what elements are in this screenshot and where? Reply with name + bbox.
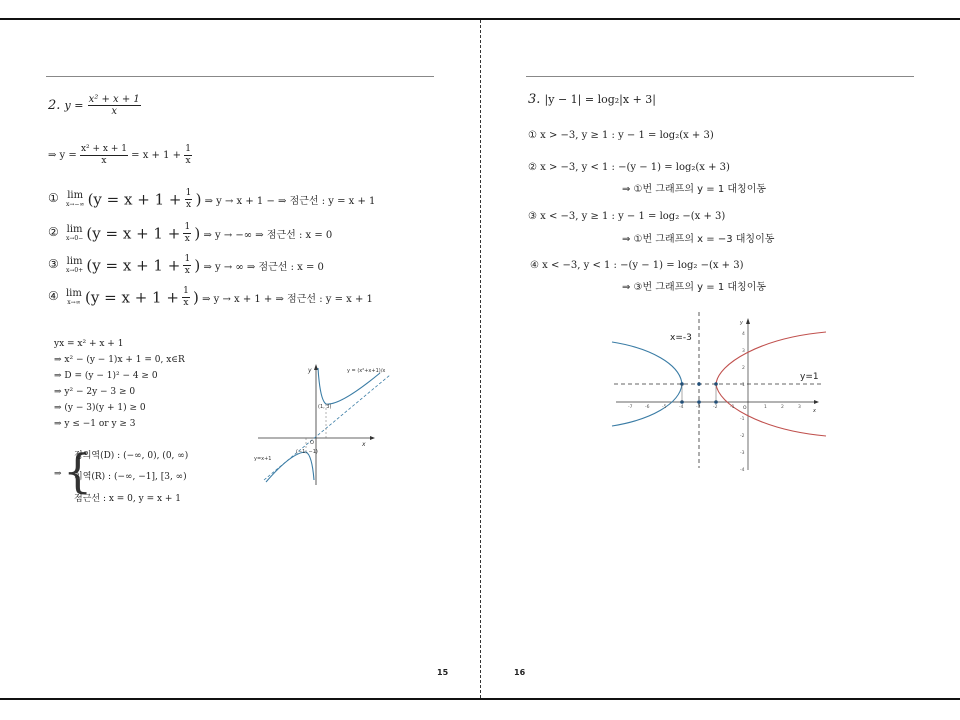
x-tick: 2 bbox=[781, 405, 784, 410]
point-e bbox=[697, 400, 701, 404]
x-tick: -3 bbox=[696, 405, 701, 410]
case-4: ④ x < −3, y < 1 : −(y − 1) = log₂ −(x + 3) bbox=[530, 260, 744, 271]
limit-body: (y = x + 1 + bbox=[87, 190, 182, 209]
bottom-border bbox=[0, 698, 960, 700]
limit-body: (y = x + 1 + bbox=[86, 224, 181, 243]
limit-operator bbox=[66, 257, 83, 275]
limit-fraction bbox=[182, 286, 190, 309]
step-3: ⇒ D = (y − 1)² − 4 ≥ 0 bbox=[54, 371, 158, 381]
limit-result: ⇒ y → −∞ ⇒ 점근선 : x = 0 bbox=[203, 230, 333, 241]
limit-frac-den: x bbox=[184, 266, 190, 276]
summary-asymptotes: 점근선 : x = 0, y = x + 1 bbox=[74, 494, 182, 504]
limit-marker: ① bbox=[48, 191, 59, 205]
limit-frac-den: x bbox=[185, 200, 192, 210]
derive-frac2-den: x bbox=[185, 156, 191, 166]
red-curve-lower bbox=[716, 384, 826, 436]
step-5: ⇒ (y − 3)(y + 1) ≥ 0 bbox=[54, 403, 146, 413]
y-axis-arrow bbox=[746, 318, 750, 324]
left-header-rule bbox=[46, 76, 434, 77]
y-tick: -1 bbox=[740, 417, 745, 422]
problem-2-heading bbox=[48, 94, 141, 117]
x-axis-arrow bbox=[814, 400, 819, 404]
heading-equation: |y − 1| = log₂|x + 3| bbox=[544, 93, 657, 106]
lim-word: lim bbox=[66, 255, 83, 267]
limit-fraction bbox=[183, 222, 191, 245]
curve-left-branch bbox=[266, 452, 314, 482]
limit-marker: ③ bbox=[48, 257, 59, 271]
y-tick: 2 bbox=[742, 366, 745, 371]
limit-body: (y = x + 1 + bbox=[86, 256, 181, 275]
x-tick: -7 bbox=[628, 405, 633, 410]
lim-word: lim bbox=[66, 223, 83, 235]
limit-operator bbox=[66, 225, 83, 243]
derive-frac-num: x² + x + 1 bbox=[80, 144, 127, 154]
derive-fraction-2 bbox=[184, 144, 192, 167]
limit-marker: ② bbox=[48, 225, 59, 239]
y-axis-arrow bbox=[314, 364, 318, 370]
limit-marker: ④ bbox=[48, 289, 59, 303]
y-tick: 1 bbox=[742, 383, 745, 388]
derive-lhs: ⇒ y = bbox=[48, 150, 77, 161]
y-tick-labels bbox=[740, 331, 745, 472]
limit-frac-num: 1 bbox=[184, 222, 191, 232]
limit-line-2 bbox=[48, 222, 332, 245]
heading-frac-num: x² + x + 1 bbox=[88, 94, 140, 105]
heading-frac-den: x bbox=[111, 106, 117, 117]
y-tick: -4 bbox=[740, 468, 745, 472]
page-divider bbox=[480, 20, 481, 698]
derive-mid: = x + 1 + bbox=[131, 150, 182, 161]
problem-3-heading bbox=[528, 92, 656, 107]
limit-fraction bbox=[183, 254, 191, 277]
heading-number: 3. bbox=[528, 92, 541, 107]
heading-number: 2. bbox=[48, 98, 61, 113]
limit-line-3 bbox=[48, 254, 324, 277]
derive-fraction bbox=[80, 144, 128, 167]
summary-range: 치역(R) : (−∞, −1], [3, ∞) bbox=[74, 472, 187, 482]
x-axis-arrow bbox=[370, 436, 375, 440]
x-axis-label: x bbox=[813, 408, 816, 414]
step-6: ⇒ y ≤ −1 or y ≥ 3 bbox=[54, 419, 136, 429]
limit-frac-num: 1 bbox=[183, 286, 189, 296]
x-tick: -2 bbox=[713, 405, 718, 410]
lim-subscript: x→0− bbox=[65, 234, 84, 242]
lim-word: lim bbox=[65, 287, 82, 299]
vertical-line-label: x=-3 bbox=[670, 333, 692, 343]
limit-result: ⇒ y → x + 1 − ⇒ 점근선 : y = x + 1 bbox=[204, 196, 376, 207]
y-tick: 4 bbox=[742, 332, 745, 337]
case-1: ① x > −3, y ≥ 1 : y − 1 = log₂(x + 3) bbox=[528, 130, 714, 141]
limit-close: ) bbox=[195, 190, 202, 209]
x-tick: 3 bbox=[798, 405, 801, 410]
limit-body: (y = x + 1 + bbox=[85, 288, 179, 307]
step-1: yx = x² + x + 1 bbox=[54, 339, 124, 349]
step-4: ⇒ y² − 2y − 3 ≥ 0 bbox=[54, 387, 136, 397]
heading-lhs: y = bbox=[64, 99, 84, 112]
limit-close: ) bbox=[193, 288, 199, 307]
limit-result: ⇒ y → ∞ ⇒ 점근선 : x = 0 bbox=[203, 262, 324, 273]
limit-frac-num: 1 bbox=[184, 254, 191, 264]
lim-word: lim bbox=[67, 189, 84, 201]
log-function-graph bbox=[610, 308, 836, 472]
limit-line-1 bbox=[48, 188, 375, 211]
derivation-line bbox=[48, 144, 192, 167]
lim-subscript: x→∞ bbox=[67, 298, 81, 306]
horizontal-line-label: y=1 bbox=[800, 372, 819, 382]
blue-curve-upper bbox=[612, 342, 682, 384]
limit-close: ) bbox=[194, 256, 201, 275]
right-header-rule bbox=[526, 76, 914, 77]
case-3: ③ x < −3, y ≥ 1 : y − 1 = log₂ −(x + 3) bbox=[528, 211, 726, 222]
lim-subscript: x→−∞ bbox=[65, 200, 85, 208]
page-number-left: 15 bbox=[437, 668, 449, 677]
point-bottom-label: (−1, −1) bbox=[296, 449, 318, 455]
limit-operator bbox=[66, 289, 82, 307]
x-tick: -6 bbox=[645, 405, 650, 410]
summary-arrow: ⇒ bbox=[54, 469, 62, 479]
limit-close: ) bbox=[194, 224, 201, 243]
x-axis-label: x bbox=[362, 441, 366, 448]
case-2-note: ⇒ ①번 그래프의 y = 1 대칭이동 bbox=[622, 184, 767, 195]
y-tick: -2 bbox=[740, 434, 745, 439]
limit-fraction bbox=[185, 188, 193, 211]
page-number-right: 16 bbox=[514, 668, 526, 677]
y-axis-label: y bbox=[740, 320, 743, 326]
point-top-label: (1, 3) bbox=[318, 404, 332, 410]
limit-frac-den: x bbox=[184, 234, 190, 244]
x-tick: -4 bbox=[679, 405, 684, 410]
y-tick: -3 bbox=[740, 451, 745, 456]
case-4-note: ⇒ ③번 그래프의 y = 1 대칭이동 bbox=[622, 282, 767, 293]
limit-frac-num: 1 bbox=[185, 188, 192, 198]
limit-result: ⇒ y → x + 1 + ⇒ 점근선 : y = x + 1 bbox=[202, 294, 373, 305]
y-axis-label: y bbox=[308, 367, 312, 374]
derive-frac2-num: 1 bbox=[185, 144, 191, 154]
summary-brace: { bbox=[63, 444, 93, 498]
point-b bbox=[697, 382, 701, 386]
heading-fraction bbox=[88, 94, 141, 117]
limit-line-4 bbox=[48, 286, 373, 309]
x-tick: -1 bbox=[730, 405, 735, 410]
summary-domain: 정의역(D) : (−∞, 0), (0, ∞) bbox=[74, 451, 189, 461]
asymptote-label: y=x+1 bbox=[254, 456, 272, 462]
origin-label: O bbox=[310, 440, 314, 446]
rational-function-graph bbox=[250, 360, 400, 490]
limit-operator bbox=[66, 191, 84, 209]
case-3-note: ⇒ ①번 그래프의 x = −3 대칭이동 bbox=[622, 234, 775, 245]
limit-frac-den: x bbox=[183, 298, 189, 308]
curve-label: y = (x²+x+1)/x bbox=[347, 368, 386, 374]
step-2: ⇒ x² − (y − 1)x + 1 = 0, x∈R bbox=[54, 355, 185, 365]
derive-frac-den: x bbox=[101, 156, 107, 166]
y-tick: 3 bbox=[742, 349, 745, 354]
lim-subscript: x→0+ bbox=[65, 266, 84, 274]
x-tick-labels bbox=[628, 404, 801, 410]
x-tick: 1 bbox=[764, 405, 767, 410]
origin-label: O bbox=[743, 406, 747, 411]
case-2: ② x > −3, y < 1 : −(y − 1) = log₂(x + 3) bbox=[528, 162, 730, 173]
x-tick: -5 bbox=[662, 405, 667, 410]
